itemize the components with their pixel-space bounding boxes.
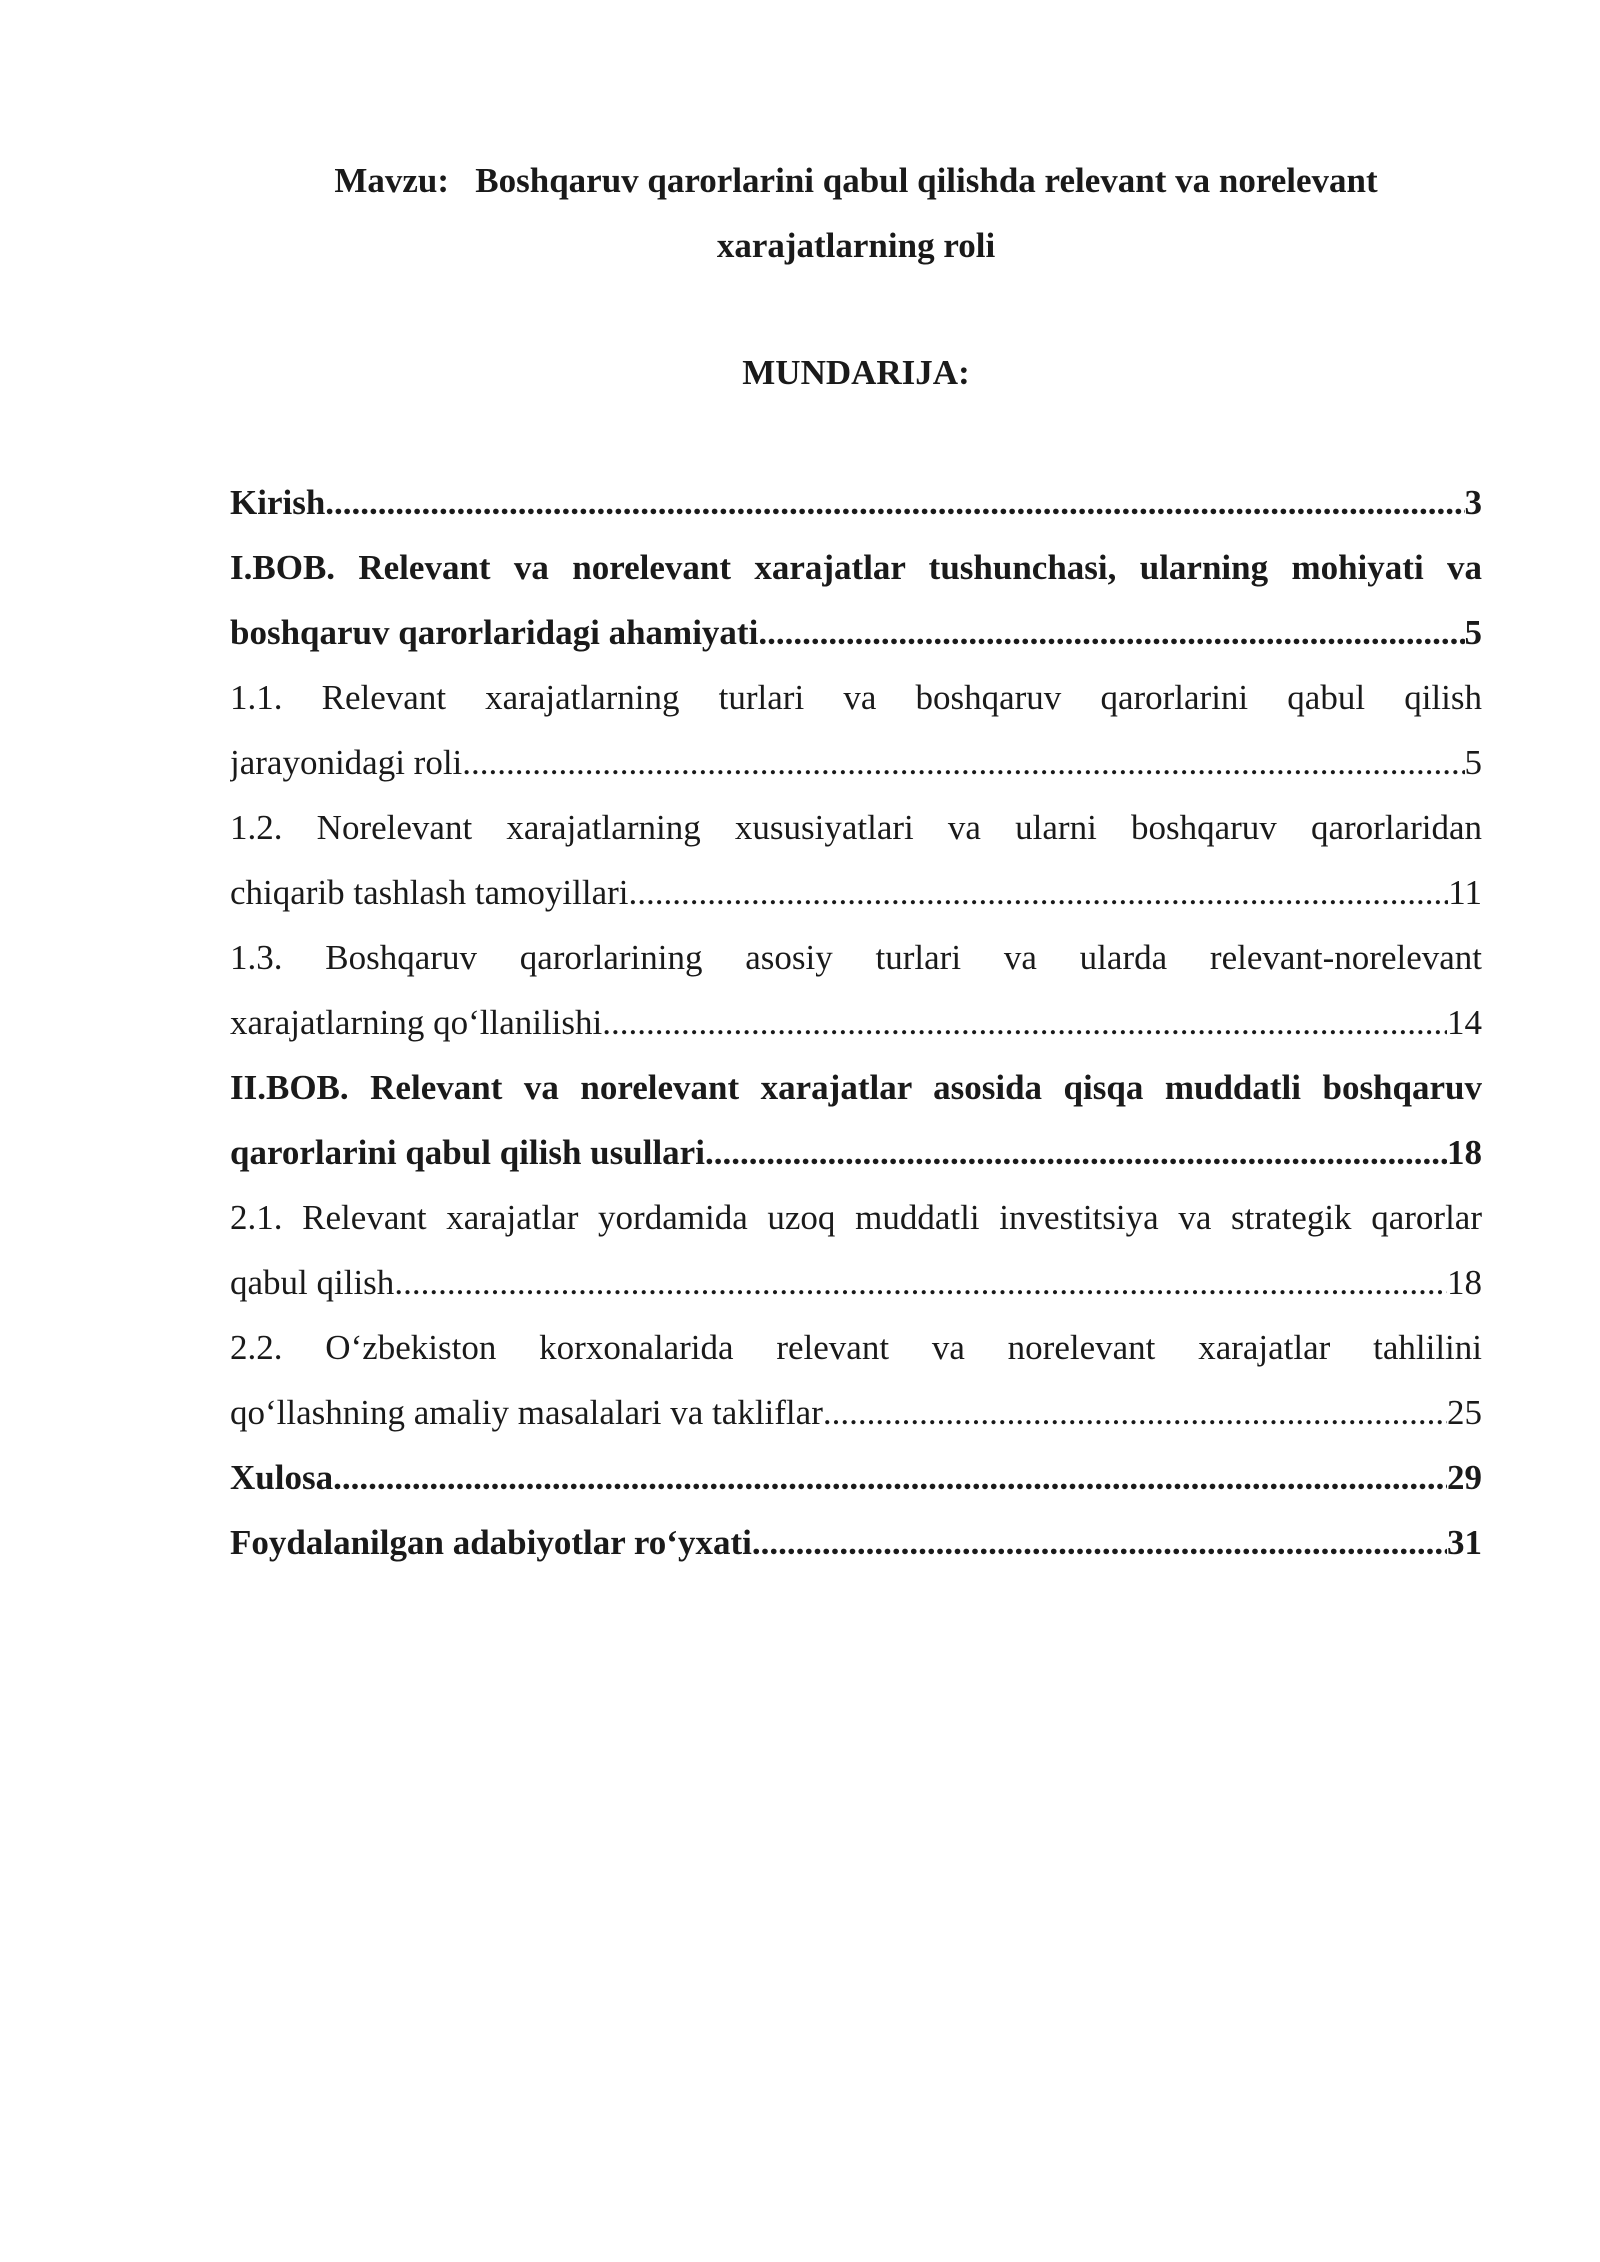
document-page: [230, 0, 1482, 2262]
toc-entry-text: qabul qilish: [230, 1263, 395, 1302]
toc-entry-chapter-1[interactable]: [230, 535, 1482, 665]
toc-entry-first-line: 1.1. Relevant xarajatlarning turlari va boshqaruv qarorlarini qabul qilish: [230, 678, 1482, 717]
toc-dots: [333, 1445, 1447, 1510]
toc-entry-first-line: 2.2. O‘zbekiston korxonalarida relevant va norelevant xarajatlar tahlilini: [230, 1328, 1482, 1367]
toc-page-number: 25: [1447, 1393, 1482, 1432]
toc-dots: [823, 1380, 1447, 1445]
table-of-contents: [230, 470, 1482, 1575]
toc-dots: [394, 1250, 1447, 1315]
toc-page-number: 18: [1447, 1263, 1482, 1302]
toc-page-number: 5: [1464, 613, 1482, 652]
toc-page-number: 29: [1447, 1458, 1482, 1497]
toc-dots: [325, 470, 1464, 535]
toc-entry-first-line: 1.2. Norelevant xarajatlarning xususiyatlari va ularni boshqaruv qarorlaridan: [230, 808, 1482, 847]
title-prefix: Mavzu:: [334, 161, 450, 200]
toc-leader-line: [230, 860, 1482, 925]
toc-entry-chapter-2[interactable]: [230, 1055, 1482, 1185]
toc-entry-first-line: I.BOB. Relevant va norelevant xarajatlar tushunchasi, ularning mohiyati va: [230, 548, 1482, 587]
toc-dots: [705, 1120, 1447, 1185]
toc-leader-line: [230, 470, 1482, 535]
toc-page-number: 11: [1448, 873, 1482, 912]
toc-leader-line: [230, 1120, 1482, 1185]
toc-entry-1-2[interactable]: [230, 795, 1482, 925]
toc-dots: [629, 860, 1449, 925]
toc-leader-line: [230, 730, 1482, 795]
toc-entry-bibliography[interactable]: [230, 1510, 1482, 1575]
toc-entry-text: Xulosa: [230, 1458, 334, 1497]
toc-dots: [602, 990, 1447, 1055]
title-line-2: xarajatlarning roli: [716, 226, 996, 265]
toc-page-number: 31: [1447, 1523, 1482, 1562]
toc-entry-2-1[interactable]: [230, 1185, 1482, 1315]
toc-entry-text: xarajatlarning qo‘llanilishi: [230, 1003, 603, 1042]
toc-entry-first-line: 2.1. Relevant xarajatlar yordamida uzoq muddatli investitsiya va strategik qarorlar: [230, 1198, 1482, 1237]
toc-leader-line: [230, 1510, 1482, 1575]
toc-leader-line: [230, 1445, 1482, 1510]
toc-entry-xulosa[interactable]: [230, 1445, 1482, 1510]
document-title: [230, 148, 1482, 278]
title-subject: Boshqaruv qarorlarini qabul qilishda relevant va norelevant: [475, 161, 1378, 200]
toc-entry-text: boshqaruv qarorlaridagi ahamiyati: [230, 613, 759, 652]
toc-page-number: 18: [1447, 1133, 1482, 1172]
toc-dots: [758, 600, 1464, 665]
toc-entry-1-1[interactable]: [230, 665, 1482, 795]
toc-page-number: 14: [1447, 1003, 1482, 1042]
toc-entry-text: chiqarib tashlash tamoyillari: [230, 873, 629, 912]
toc-entry-text: jarayonidagi roli: [230, 743, 463, 782]
toc-entry-text: qarorlarini qabul qilish usullari: [230, 1133, 705, 1172]
contents-heading: MUNDARIJA:: [742, 353, 970, 392]
toc-page-number: 5: [1464, 743, 1482, 782]
toc-leader-line: [230, 600, 1482, 665]
toc-entry-kirish[interactable]: [230, 470, 1482, 535]
toc-entry-first-line: II.BOB. Relevant va norelevant xarajatlar asosida qisqa muddatli boshqaruv: [230, 1068, 1482, 1107]
toc-entry-text: Kirish: [230, 483, 326, 522]
toc-entry-text: Foydalanilgan adabiyotlar ro‘yxati: [230, 1523, 752, 1562]
toc-dots: [462, 730, 1464, 795]
toc-entry-2-2[interactable]: [230, 1315, 1482, 1445]
toc-page-number: 3: [1464, 483, 1482, 522]
toc-entry-first-line: 1.3. Boshqaruv qarorlarining asosiy turlari va ularda relevant-norelevant: [230, 938, 1482, 977]
toc-dots: [752, 1510, 1447, 1575]
toc-leader-line: [230, 990, 1482, 1055]
toc-leader-line: [230, 1250, 1482, 1315]
toc-leader-line: [230, 1380, 1482, 1445]
title-line-1: [230, 148, 1482, 213]
toc-entry-1-3[interactable]: [230, 925, 1482, 1055]
toc-entry-text: qo‘llashning amaliy masalalari va takliflar: [230, 1393, 823, 1432]
